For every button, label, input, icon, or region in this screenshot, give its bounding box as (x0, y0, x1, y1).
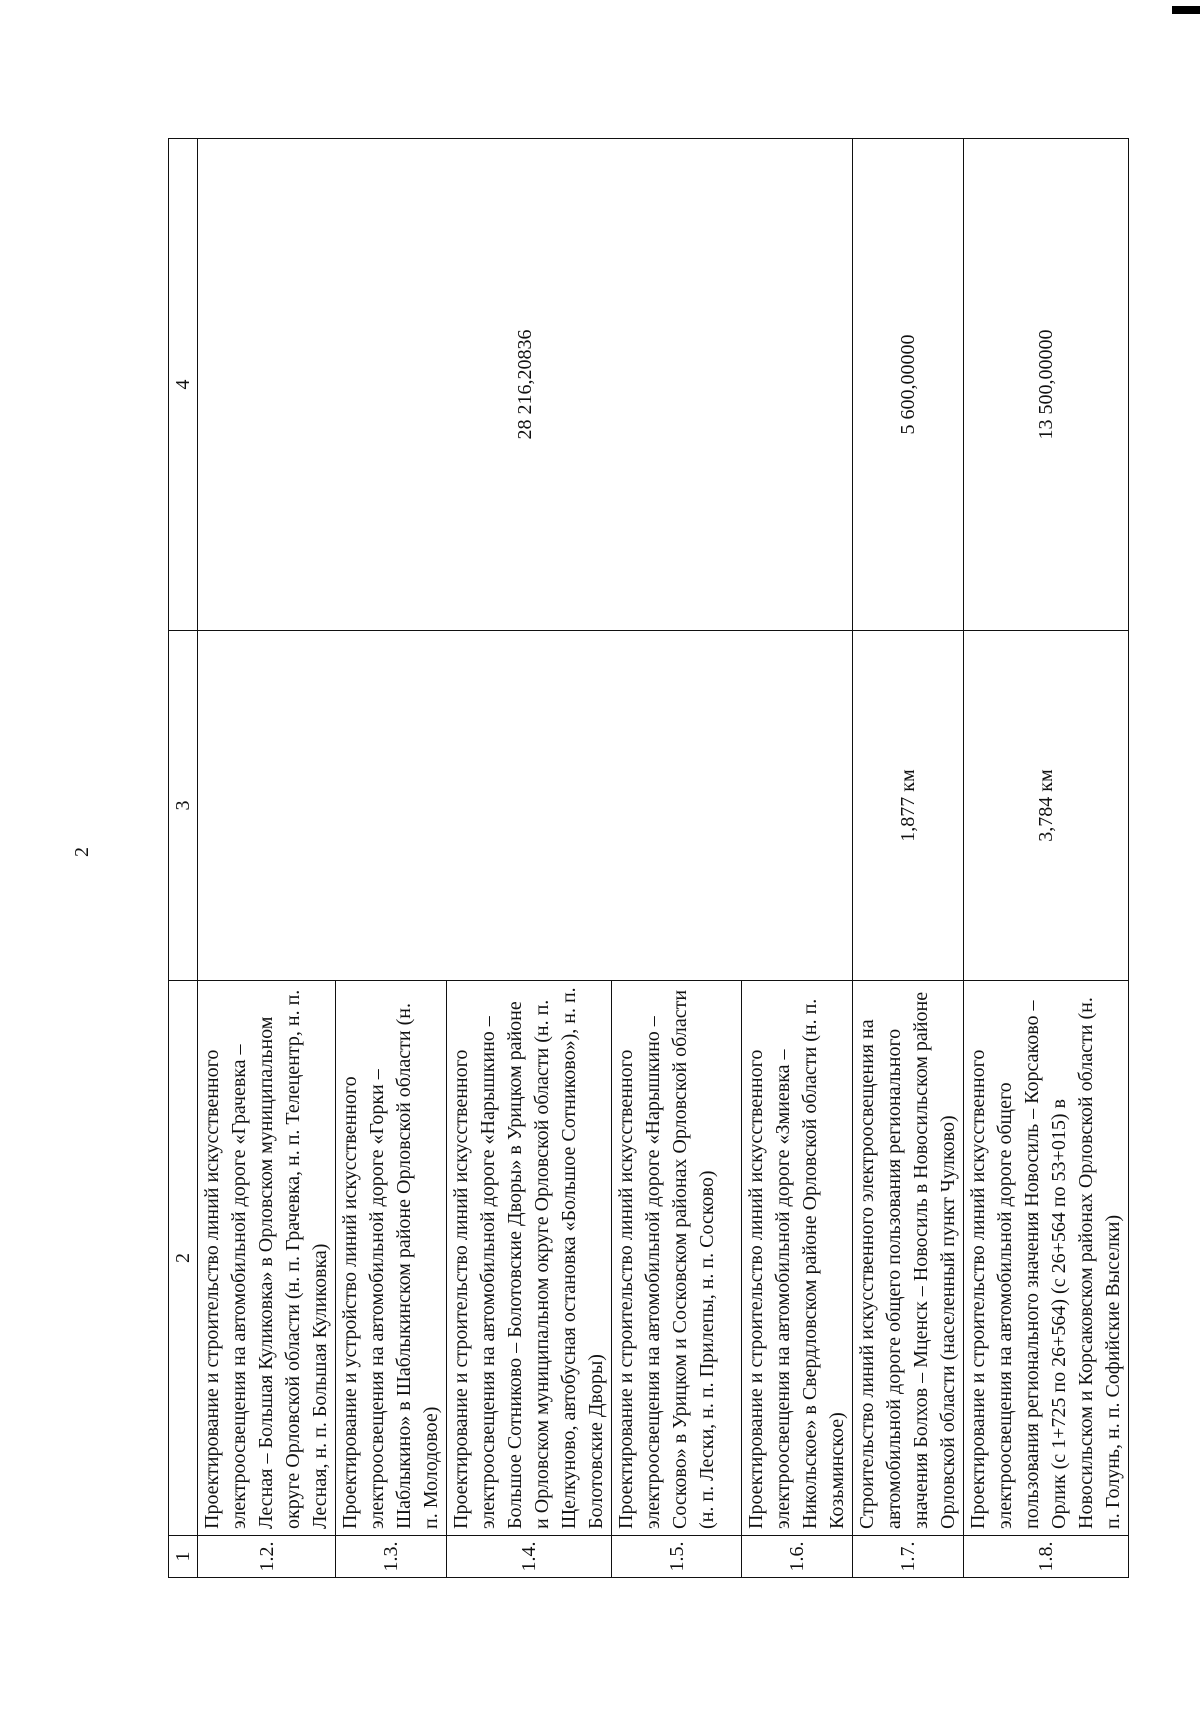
row-number: 1.8. (964, 1536, 1129, 1578)
column-header: 1 (169, 1536, 198, 1578)
row-description: Проектирование и строительство линий искусственного электроосвещения на автомобильной дороге «Нарышкино – Сосково» в Урицком и Сосковском районах Орловской области (н. п. Лески, н. п. Прилепы, н. п. Сосково) (612, 981, 742, 1536)
construction-table (168, 138, 1129, 1578)
row-description: Проектирование и строительство линий искусственного электроосвещения на автомобильной дороге «Грачевка – Лесная – Большая Куликовка» в Орловском муниципальном округе Орловской области (н. п. Грачевка, н. п. Телецентр, н. п. Лесная, н. п. Большая Куликовка) (198, 981, 336, 1536)
row-number: 1.4. (447, 1536, 612, 1578)
row-number: 1.7. (853, 1536, 964, 1578)
column-header: 2 (169, 981, 198, 1536)
table-row (198, 139, 336, 1578)
length-cell-merged (198, 631, 853, 981)
row-cost: 5 600,00000 (853, 139, 964, 631)
row-number: 1.5. (612, 1536, 742, 1578)
row-cost: 13 500,00000 (964, 139, 1129, 631)
row-number: 1.6. (742, 1536, 853, 1578)
row-number: 1.3. (336, 1536, 447, 1578)
row-number: 1.2. (198, 1536, 336, 1578)
row-length: 3,784 км (964, 631, 1129, 981)
column-header: 3 (169, 631, 198, 981)
column-header: 4 (169, 139, 198, 631)
row-description: Проектирование и строительство линий искусственного электроосвещения на автомобильной дороге «Нарышкино – Большое Сотниково – Болотовские Дворы» в Урицком районе и Орловском муниципальном округе Орловской области (н. п. Щелкуново, автобусная остановка «Большое Сотниково»), н. п. Болотовские Дворы) (447, 981, 612, 1536)
table-row (853, 139, 964, 1578)
page-number: 2 (71, 847, 93, 857)
row-description: Проектирование и строительство линий искусственного электроосвещения на автомобильной дороге «Змиевка – Никольское» в Свердловском районе Орловской области (н. п. Козьминское) (742, 981, 853, 1536)
table-row (964, 139, 1129, 1578)
row-description: Проектирование и строительство линий искусственного электроосвещения на автомобильной дороге общего пользования регионального значения Новосиль – Корсаково – Орлик (с 1+725 по 26+564) (с 26+564 по 53+015) в Новосильском и Корсаковском районах Орловской области (н. п. Голунь, н. п. Софийские Выселки) (964, 981, 1129, 1536)
cost-cell-merged: 28 216,20836 (198, 139, 853, 631)
row-description: Строительство линий искусственного электроосвещения на автомобильной дороге общего пользования регионального значения Болхов – Мценск – Новосиль в Новосильском районе Орловской области (населенный пункт Чулково) (853, 981, 964, 1536)
table-header-row (169, 139, 198, 1578)
scan-corner-mark (1172, 6, 1200, 14)
row-length: 1,877 км (853, 631, 964, 981)
row-description: Проектирование и устройство линий искусственного электроосвещения на автомобильной дороге «Горки – Шаблыкино» в Шаблыкинском районе Орловской области (н. п. Молодовое) (336, 981, 447, 1536)
rotated-table-sheet (168, 139, 1124, 1578)
